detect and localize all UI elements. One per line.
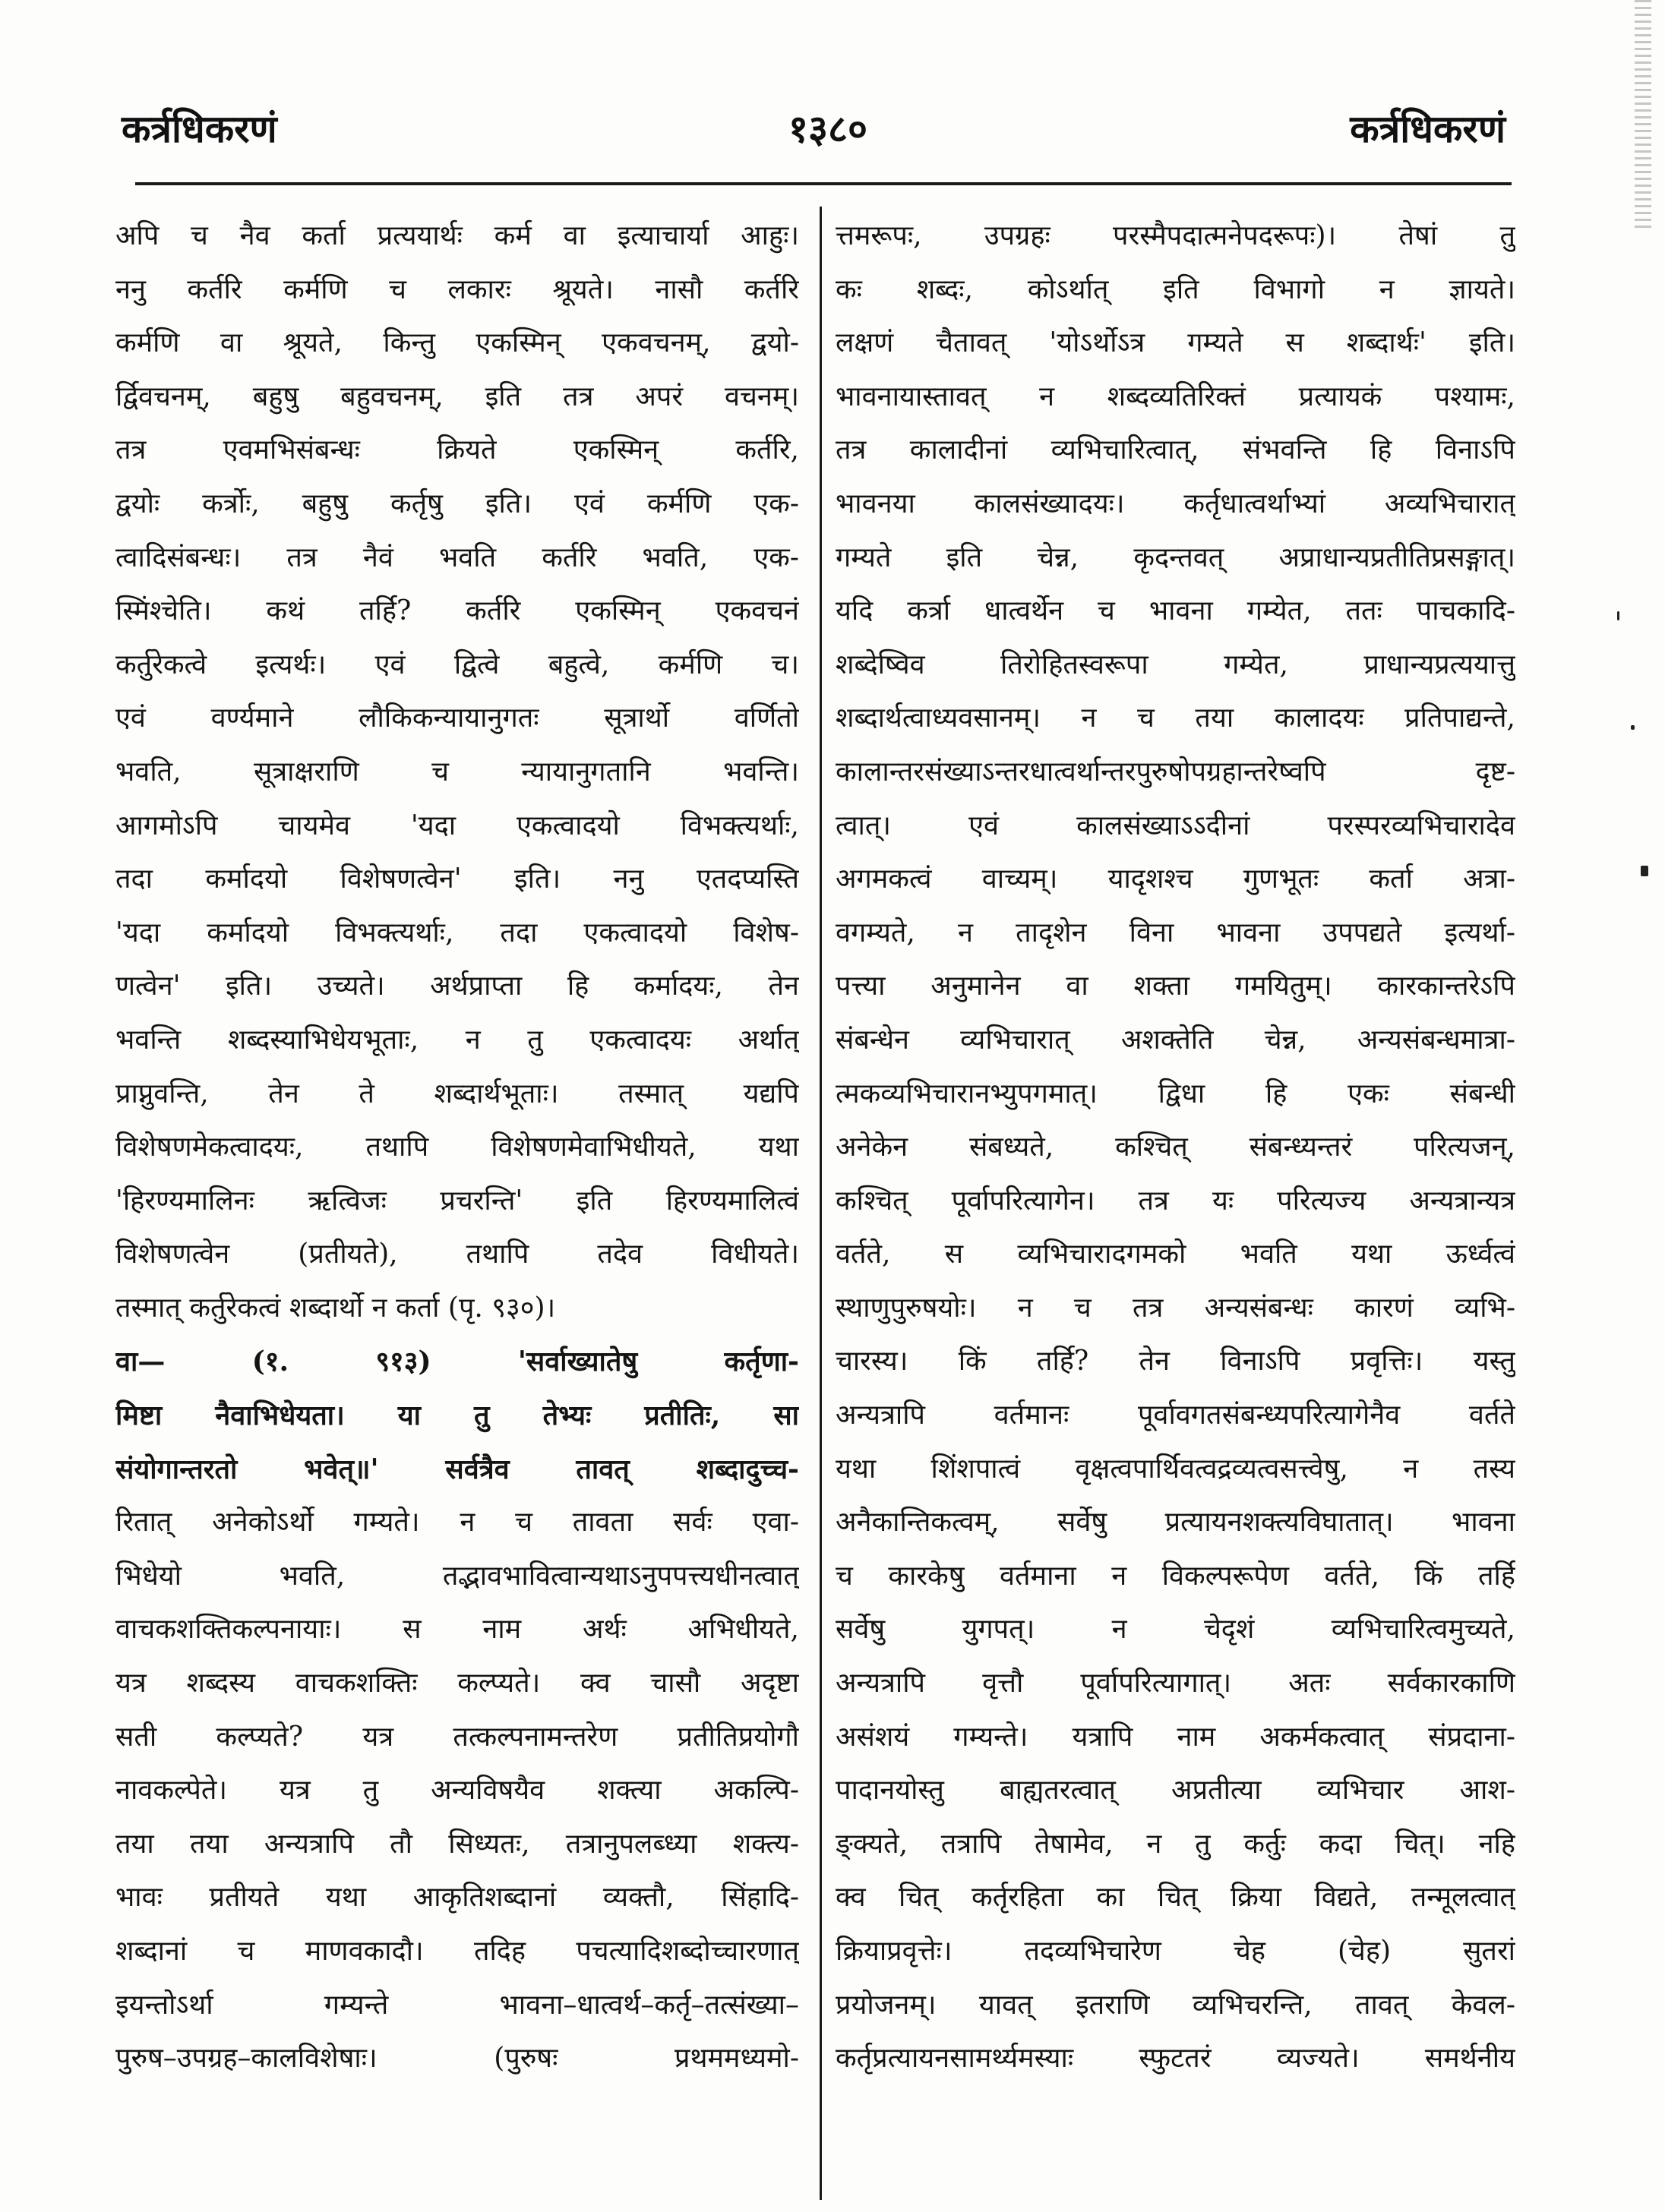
text-line: स्थाणुपुरुषयोः। न च तत्र अन्यसंबन्धः कारणं व्यभि-	[836, 1292, 1515, 1324]
text-line: त्वादिसंबन्धः। तत्र नैवं भवति कर्तरि भवति, एक-	[115, 541, 799, 573]
text-line: 'हिरण्यमालिनः ऋत्विजः प्रचरन्ति' इति हिरण्यमालित्वं	[115, 1185, 799, 1216]
text-line: विशेषणत्वेन (प्रतीयते), तथापि तदेव विधीयते।	[115, 1239, 799, 1270]
text-line: प्राप्नुवन्ति, तेन ते शब्दार्थभूताः। तस्मात् यद्यपि	[115, 1078, 799, 1109]
scan-speck	[1631, 725, 1635, 730]
text-line: आगमोऽपि चायमेव 'यदा एकत्वादयो विभक्त्यर्थाः,	[115, 809, 799, 841]
text-line: भिधेयो भवति, तद्भावभावित्वान्यथाऽनुपपत्त्यधीनत्वात्	[115, 1560, 799, 1592]
text-line: वगम्यते, न तादृशेन विना भावना उपपद्यते इत्यर्था-	[836, 917, 1515, 948]
text-line: यदि कर्त्रा धात्वर्थेन च भावना गम्येत, ततः पाचकादि-	[836, 595, 1515, 627]
text-line: 'यदा कर्मादयो विभक्त्यर्थाः, तदा एकत्वादयो विशेष-	[115, 917, 799, 948]
text-line: भावनया कालसंख्यादयः। कर्तृधात्वर्थाभ्यां अव्यभिचारात्	[836, 488, 1515, 519]
text-line: प्रयोजनम्। यावत् इतराणि व्यभिचरन्ति, तावत् केवल-	[836, 1989, 1515, 2021]
text-line: त्तमरूपः, उपग्रहः परस्मैपदात्मनेपदरूपः)। तेषां तु	[836, 220, 1515, 251]
text-line: त्मकव्यभिचारानभ्युपगमात्। द्विधा हि एकः संबन्धी	[836, 1078, 1515, 1109]
text-line: कश्चित् पूर्वापरित्यागेन। तत्र यः परित्यज्य अन्यत्रान्यत्र	[836, 1185, 1515, 1216]
text-line: अपि च नैव कर्ता प्रत्ययार्थः कर्म वा इत्याचार्या आहुः।	[115, 220, 799, 251]
left-text-column	[115, 210, 799, 2086]
scan-speck	[1641, 866, 1648, 876]
text-line: लक्षणं चैतावत् 'योऽर्थोऽत्र गम्यते स शब्दार्थः' इति।	[836, 327, 1515, 359]
text-line: तत्र कालादीनां व्यभिचारित्वात्, संभवन्ति हि विनाऽपि	[836, 434, 1515, 466]
text-line: मिष्टा नैवाभिधेयता। या तु तेभ्यः प्रतीतिः, सा	[115, 1399, 799, 1432]
text-line: अन्यत्रापि वृत्तौ पूर्वापरित्यागात्। अतः सर्वकारकाणि	[836, 1668, 1515, 1699]
text-line: अनेकेन संबध्यते, कश्चित् संबन्ध्यन्तरं परित्यजन्,	[836, 1131, 1515, 1163]
text-line: कः शब्दः, कोऽर्थात् इति विभागो न ज्ञायते।	[836, 273, 1515, 305]
running-head-left: कर्त्रधिकरणं	[122, 107, 277, 151]
text-line: भवन्ति शब्दस्याभिधेयभूताः, न तु एकत्वादयः अर्थात्	[115, 1024, 799, 1056]
text-line: वर्तते, स व्यभिचारादगमको भवति यथा ऊर्ध्वत्वं	[836, 1239, 1515, 1270]
text-line: यत्र शब्दस्य वाचकशक्तिः कल्प्यते। क्व चासौ अदृष्टा	[115, 1668, 799, 1699]
text-line: कर्तृप्रत्यायनसामर्थ्यमस्याः स्फुटतरं व्यज्यते। समर्थनीय	[836, 2043, 1515, 2075]
text-line: स्मिंश्चेति। कथं तर्हि? कर्तरि एकस्मिन् एकवचनं	[115, 595, 799, 627]
text-line: पुरुष–उपग्रह–कालविशेषाः। (पुरुषः प्रथममध्यमो-	[115, 2043, 799, 2075]
text-line: कर्तुरेकत्वे इत्यर्थः। एवं द्वित्वे बहुत्वे, कर्मणि च।	[115, 648, 799, 680]
header-rule	[135, 182, 1512, 185]
text-line: भवति, सूत्राक्षराणि च न्यायानुगतानि भवन्ति।	[115, 756, 799, 787]
text-line: वा— (१. ९१३) 'सर्वाख्यातेषु कर्तृणा-	[115, 1346, 799, 1378]
text-line: अनैकान्तिकत्वम्, सर्वेषु प्रत्यायनशक्त्यविघातात्। भावना	[836, 1507, 1515, 1538]
text-line: भावनायास्तावत् न शब्दव्यतिरिक्तं प्रत्यायकं पश्यामः,	[836, 380, 1515, 412]
text-line: चारस्य। किं तर्हि? तेन विनाऽपि प्रवृत्तिः। यस्तु	[836, 1346, 1515, 1377]
text-line: संबन्धेन व्यभिचारात् अशक्तेति चेन्न, अन्यसंबन्धमात्रा-	[836, 1024, 1515, 1056]
text-line: शब्दार्थत्वाध्यवसानम्। न च तया कालादयः प्रतिपाद्यन्ते,	[836, 702, 1515, 734]
text-line: सती कल्प्यते? यत्र तत्कल्पनामन्तरेण प्रतीतिप्रयोगौ	[115, 1721, 799, 1753]
page-number: १३८०	[788, 107, 867, 151]
text-line: सर्वेषु युगपत्। न चेदृशं व्यभिचारित्वमुच्यते,	[836, 1614, 1515, 1646]
text-line: च कारकेषु वर्तमाना न विकल्परूपेण वर्तते, किं तर्हि	[836, 1560, 1515, 1592]
text-line: गम्यते इति चेन्न, कृदन्तवत् अप्राधान्यप्रतीतिप्रसङ्गात्।	[836, 541, 1515, 573]
text-line: पादानयोस्तु बाह्यतरत्वात् अप्रतीत्या व्यभिचार आश-	[836, 1775, 1515, 1807]
text-line: असंशयं गम्यन्ते। यत्रापि नाम अकर्मकत्वात् संप्रदाना-	[836, 1721, 1515, 1753]
text-line: णत्वेन' इति। उच्यते। अर्थप्राप्ता हि कर्मादयः, तेन	[115, 970, 799, 1002]
text-line: क्रियाप्रवृत्तेः। तदव्यभिचारेण चेह (चेह) सुतरां	[836, 1936, 1515, 1967]
scan-edge-marks	[1635, 0, 1651, 228]
text-line: अन्यत्रापि वर्तमानः पूर्वावगतसंबन्ध्यपरित्यागेनैव वर्तते	[836, 1399, 1515, 1431]
text-line: संयोगान्तरतो भवेत्॥' सर्वत्रैव तावत् शब्दादुच्च-	[115, 1453, 799, 1485]
text-line: वाचकशक्तिकल्पनायाः। स नाम अर्थः अभिधीयते,	[115, 1614, 799, 1646]
text-line: र्द्विवचनम्, बहुषु बहुवचनम्, इति तत्र अपरं वचनम्।	[115, 380, 799, 412]
text-line: ननु कर्तरि कर्मणि च लकारः श्रूयते। नासौ कर्तरि	[115, 273, 799, 305]
text-line: नावकल्पेते। यत्र तु अन्यविषयैव शक्त्या अकल्पि-	[115, 1775, 799, 1807]
text-line: विशेषणमेकत्वादयः, तथापि विशेषणमेवाभिधीयते, यथा	[115, 1131, 799, 1163]
text-line: तस्मात् कर्तुरेकत्वं शब्दार्थो न कर्ता (पृ. ९३०)।	[115, 1292, 556, 1324]
text-line: त्वात्। एवं कालसंख्याऽऽदीनां परस्परव्यभिचारादेव	[836, 809, 1515, 841]
right-text-column	[836, 210, 1515, 2086]
running-head-right: कर्त्रधिकरणं	[1350, 107, 1505, 151]
text-line: एवं वर्ण्यमाने लौकिकन्यायानुगतः सूत्रार्थो वर्णितो	[115, 702, 799, 734]
text-line: शब्देष्विव तिरोहितस्वरूपा गम्येत, प्राधान्यप्रत्ययात्तु	[836, 648, 1515, 680]
text-line: क्व चित् कर्तृरहिता का चित् क्रिया विद्यते, तन्मूलत्वात्	[836, 1882, 1515, 1914]
text-line: तदा कर्मादयो विशेषणत्वेन' इति। ननु एतदप्यस्ति	[115, 863, 799, 895]
text-line: इयन्तोऽर्था गम्यन्ते भावना–धात्वर्थ–कर्तृ–तत्संख्या–	[115, 1989, 799, 2021]
text-line: कर्मणि वा श्रूयते, किन्तु एकस्मिन् एकवचनम्, द्वयो-	[115, 327, 799, 359]
text-line: तत्र एवमभिसंबन्धः क्रियते एकस्मिन् कर्तरि,	[115, 434, 799, 466]
text-line: अगमकत्वं वाच्यम्। यादृशश्च गुणभूतः कर्ता अत्रा-	[836, 863, 1515, 895]
scan-speck	[1617, 611, 1619, 620]
text-line: भावः प्रतीयते यथा आकृतिशब्दानां व्यक्तौ, सिंहादि-	[115, 1882, 799, 1914]
text-line: कालान्तरसंख्याऽन्तरधात्वर्थान्तरपुरुषोपग्रहान्तरेष्वपि दृष्ट-	[836, 756, 1515, 787]
text-line: द्वयोः कर्त्रोः, बहुषु कर्तृषु इति। एवं कर्मणि एक-	[115, 488, 799, 519]
text-line: रितात् अनेकोऽर्थो गम्यते। न च तावता सर्वः एवा-	[115, 1507, 799, 1538]
text-line: ङ्क्यते, तत्रापि तेषामेव, न तु कर्तुः कदा चित्। नहि	[836, 1828, 1515, 1860]
text-line: शब्दानां च माणवकादौ। तदिह पचत्यादिशब्दोच्चारणात्	[115, 1936, 799, 1967]
text-line: पत्त्या अनुमानेन वा शक्ता गमयितुम्। कारकान्तरेऽपि	[836, 970, 1515, 1002]
text-line: यथा शिंशपात्वं वृक्षत्वपार्थिवत्वद्रव्यत्वसत्त्वेषु, न तस्य	[836, 1453, 1515, 1485]
column-divider	[820, 207, 822, 2200]
text-line: तया तया अन्यत्रापि तौ सिध्यतः, तत्रानुपलब्ध्या शक्त्य-	[115, 1828, 799, 1860]
